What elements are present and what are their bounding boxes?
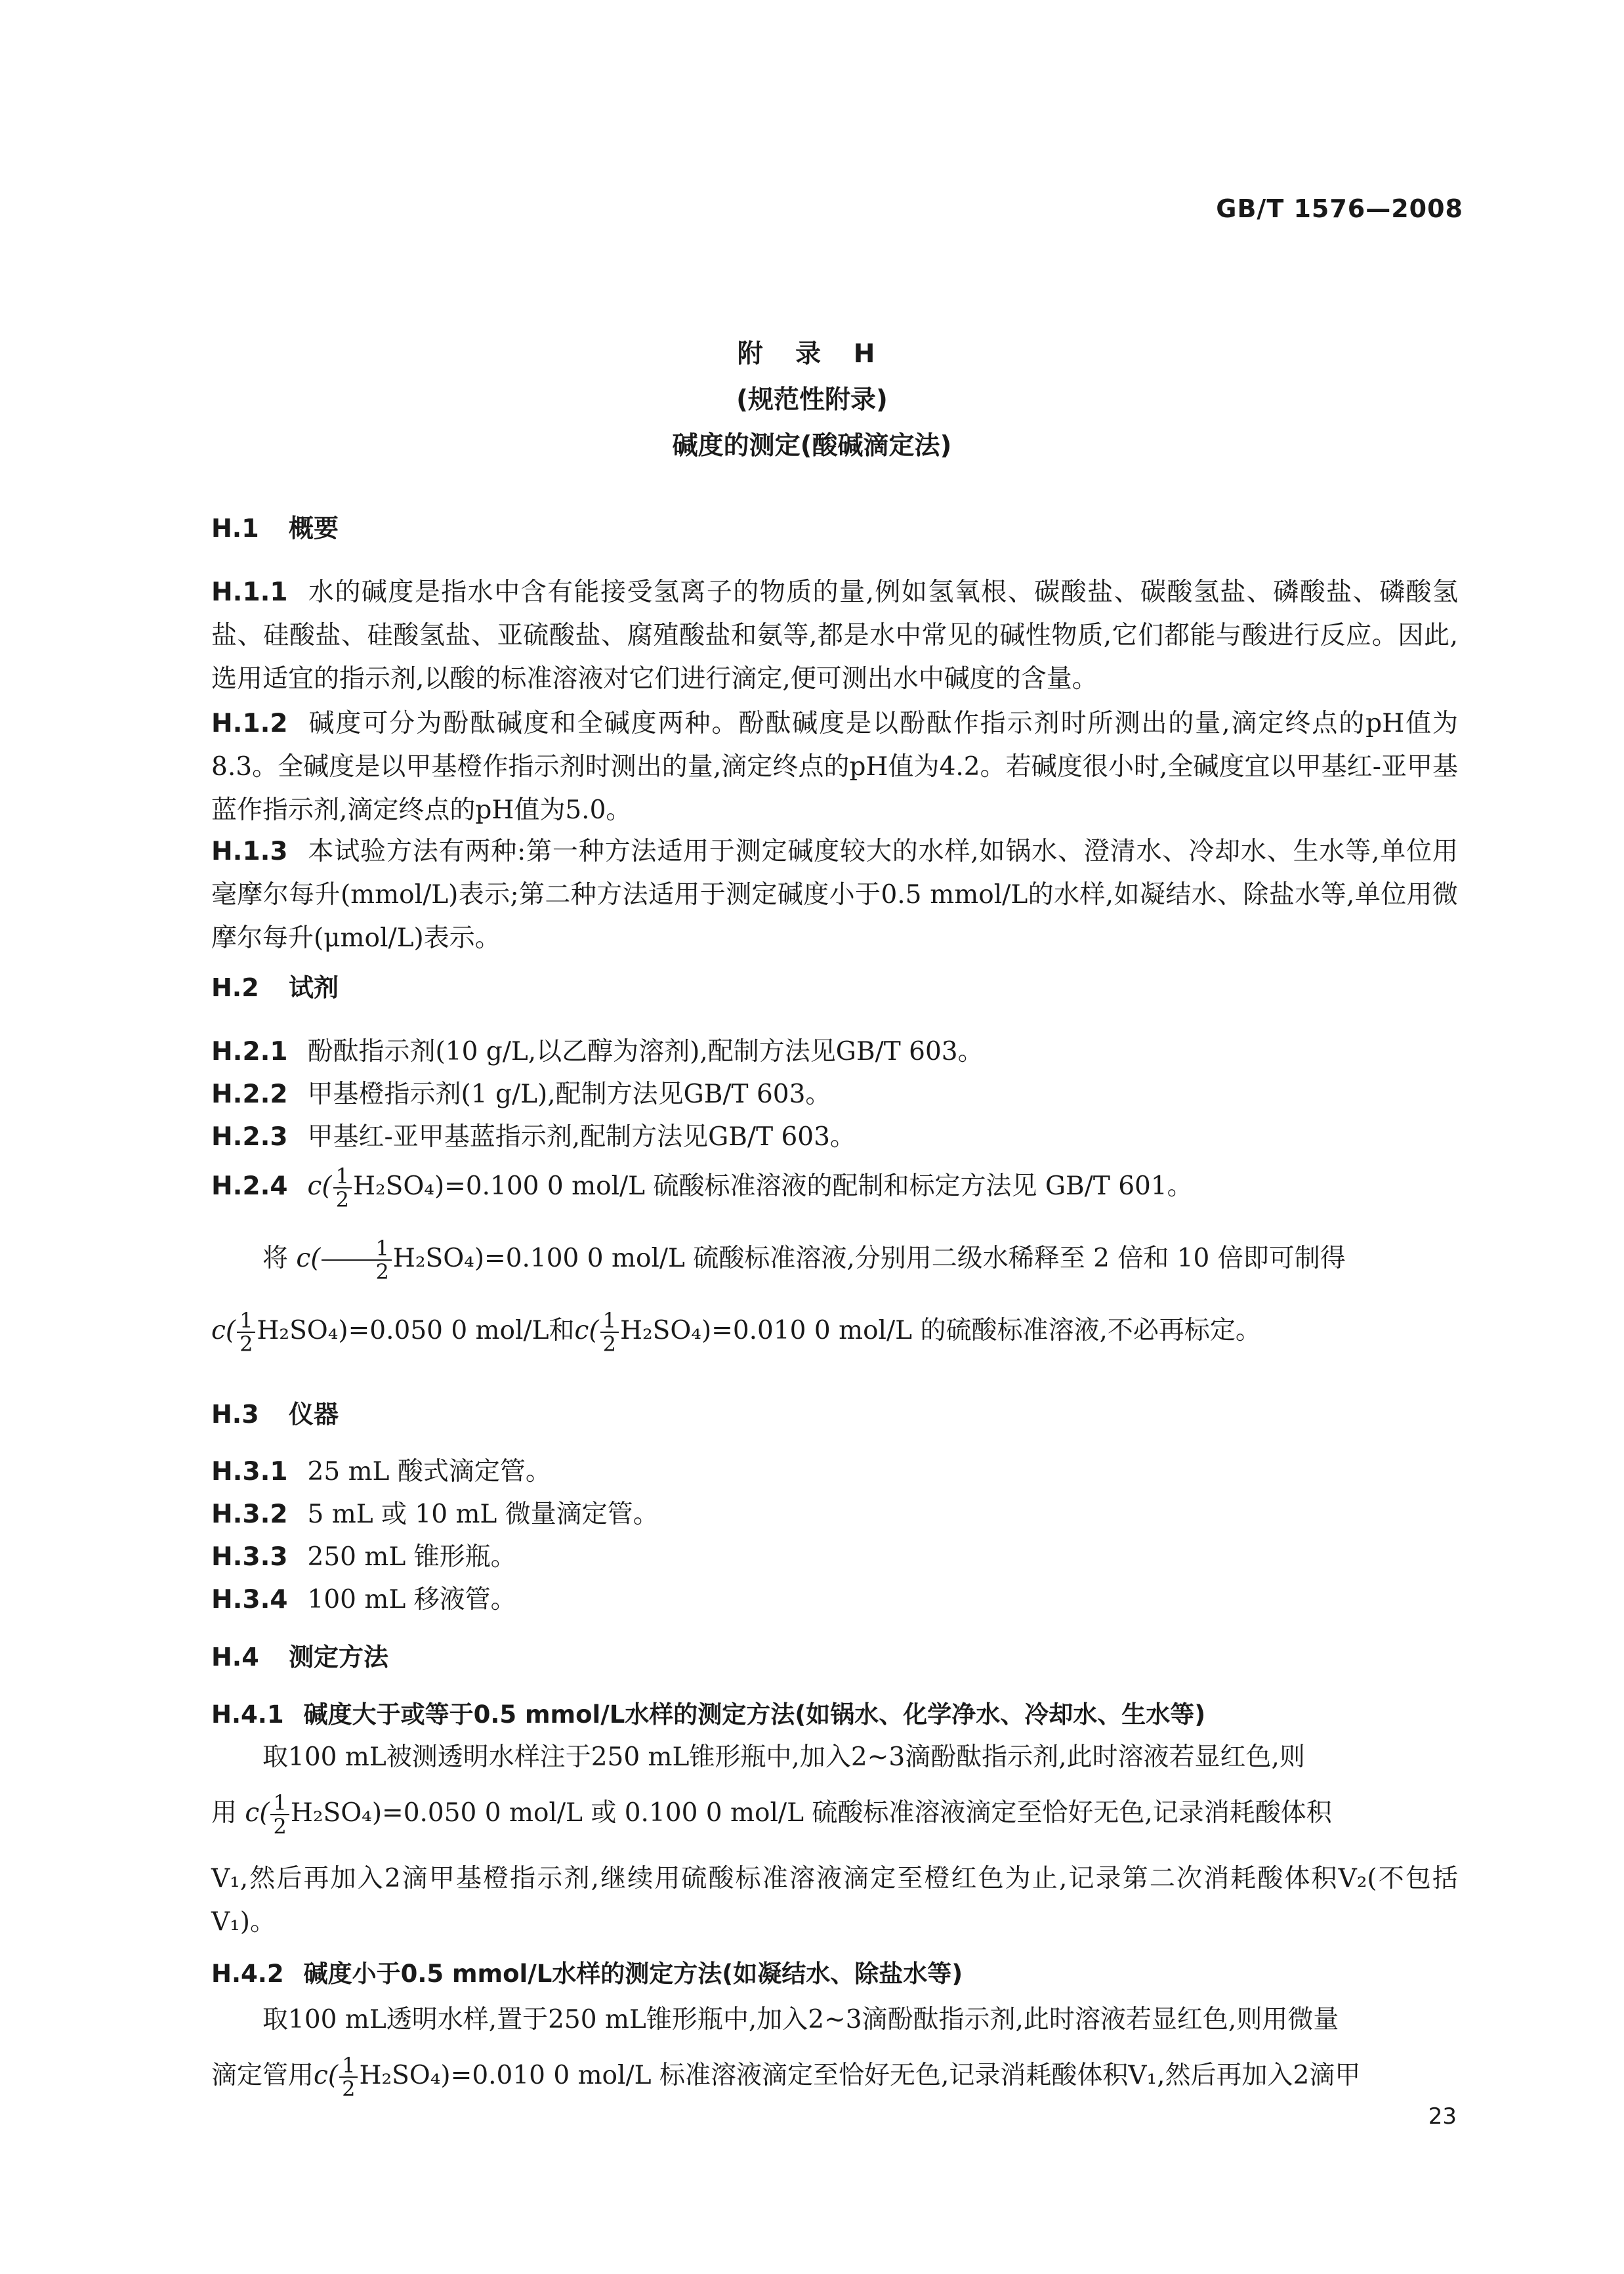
dilution-paragraph-cont: c( $\frac{1}{2}$ H₂SO₄)=0.050 0 mol/L和c( $\frac{1}{2}$ H₂SO₄)=0.010 0 mol/L 的硫酸标准溶液,不必再标定。 <box>211 1308 1261 1357</box>
fraction-one-half: $\frac{1}{2}$ <box>237 1309 255 1355</box>
paragraph-h1-2: H.1.2 碱度可分为酚酞碱度和全碱度两种。酚酞碱度是以酚酞作指示剂时所测出的量,滴定终点的pH值为8.3。全碱度是以甲基橙作指示剂时测出的量,滴定终点的pH值为4.2。若碱度很小时,全碱度宜以甲基红-亚甲基蓝作指示剂,滴定终点的pH值为5.0。 <box>211 709 1458 825</box>
reagent-item-h2-3: H.2.3 甲基红-亚甲基蓝指示剂,配制方法见GB/T 603。 <box>211 1122 856 1152</box>
apparatus-item-h3-3: H.3.3 250 mL 锥形瓶。 <box>211 1542 516 1572</box>
method-paragraph-h4-1-b: 用 c( $\frac{1}{2}$ H₂SO₄)=0.050 0 mol/L 或 0.100 0 mol/L 硫酸标准溶液滴定至恰好无色,记录消耗酸体积 <box>211 1790 1332 1839</box>
apparatus-item-h3-4: H.3.4 100 mL 移液管。 <box>211 1585 516 1614</box>
fraction-one-half: $\frac{1}{2}$ <box>600 1309 619 1355</box>
method-paragraph-h4-1-a: 取100 mL被测透明水样注于250 mL锥形瓶中,加入2~3滴酚酞指示剂,此时溶液若显红色,则 <box>262 1742 1305 1772</box>
method-paragraph-h4-2-b: 滴定管用c( $\frac{1}{2}$ H₂SO₄)=0.010 0 mol/L 标准溶液滴定至恰好无色,记录消耗酸体积V₁,然后再加入2滴甲 <box>211 2053 1361 2101</box>
method-heading-h4-1: H.4.1 碱度大于或等于0.5 mmol/L水样的测定方法(如锅水、化学净水、冷却水、生水等) <box>211 1700 1206 1729</box>
appendix-title: 附 录 H <box>737 339 887 369</box>
appendix-name: 碱度的测定(酸碱滴定法) <box>672 431 952 461</box>
reagent-item-h2-1: H.2.1 酚酞指示剂(10 g/L,以乙醇为溶剂),配制方法见GB/T 603。 <box>211 1037 984 1066</box>
method-paragraph-h4-2-a: 取100 mL透明水样,置于250 mL锥形瓶中,加入2~3滴酚酞指示剂,此时溶液若显红色,则用微量 <box>262 2005 1339 2034</box>
method-heading-h4-2: H.4.2 碱度小于0.5 mmol/L水样的测定方法(如凝结水、除盐水等) <box>211 1960 963 1988</box>
dilution-paragraph: 将 c( $\frac{1}{2}$ H₂SO₄)=0.100 0 mol/L 硫酸标准溶液,分别用二级水稀释至 2 倍和 10 倍即可制得 <box>262 1236 1346 1284</box>
fraction-one-half: $\frac{1}{2}$ <box>339 2054 358 2100</box>
section-heading-h2: H.2 试剂 <box>211 973 339 1002</box>
section-heading-h4: H.4 测定方法 <box>211 1643 389 1672</box>
page-number: 23 <box>1428 2103 1457 2130</box>
method-paragraph-h4-1-c: V₁,然后再加入2滴甲基橙指示剂,继续用硫酸标准溶液滴定至橙红色为止,记录第二次消耗酸体积V₂(不包括V₁)。 <box>211 1864 1458 1937</box>
paragraph-h1-1: H.1.1 水的碱度是指水中含有能接受氢离子的物质的量,例如氢氧根、碳酸盐、碳酸氢盐、磷酸盐、磷酸氢盐、硅酸盐、硅酸氢盐、亚硫酸盐、腐殖酸盐和氨等,都是水中常见的碱性物质,它们都能与酸进行反应。因此,选用适宜的指示剂,以酸的标准溶液对它们进行滴定,便可测出水中碱度的含量。 <box>211 578 1458 694</box>
apparatus-item-h3-1: H.3.1 25 mL 酸式滴定管。 <box>211 1457 551 1486</box>
standard-number: GB/T 1576—2008 <box>1216 194 1463 223</box>
appendix-heading <box>0 331 1624 469</box>
section-heading-h3: H.3 仪器 <box>211 1400 339 1429</box>
reagent-item-h2-4: H.2.4 c( $\frac{1}{2}$ H₂SO₄)=0.100 0 mol/L 硫酸标准溶液的配制和标定方法见 GB/T 601。 <box>211 1164 1193 1212</box>
paragraph-h1-3: H.1.3 本试验方法有两种:第一种方法适用于测定碱度较大的水样,如锅水、澄清水、冷却水、生水等,单位用毫摩尔每升(mmol/L)表示;第二种方法适用于测定碱度小于0.5 mmol/L的水样,如凝结水、除盐水等,单位用微摩尔每升(μmol/L)表示。 <box>211 837 1458 953</box>
fraction-one-half: $\frac{1}{2}$ <box>322 1237 391 1283</box>
appendix-type: (规范性附录) <box>736 385 888 415</box>
fraction-one-half: $\frac{1}{2}$ <box>333 1165 352 1211</box>
section-heading-h1: H.1 概要 <box>211 514 339 543</box>
reagent-item-h2-2: H.2.2 甲基橙指示剂(1 g/L),配制方法见GB/T 603。 <box>211 1080 831 1109</box>
apparatus-item-h3-2: H.3.2 5 mL 或 10 mL 微量滴定管。 <box>211 1500 659 1529</box>
fraction-one-half: $\frac{1}{2}$ <box>270 1792 289 1838</box>
